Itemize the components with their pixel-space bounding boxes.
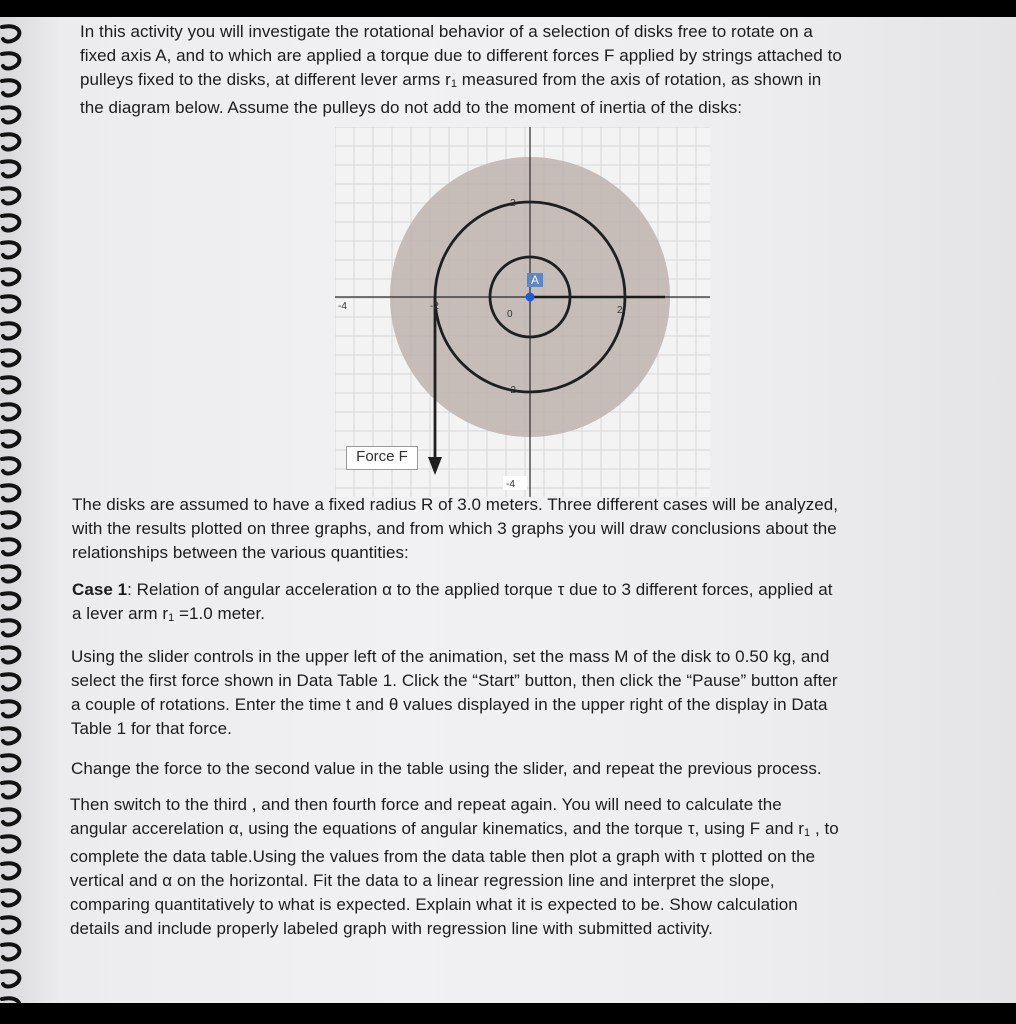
spiral-ring <box>2 377 19 392</box>
spiral-ring <box>2 404 19 419</box>
spiral-ring <box>2 944 19 959</box>
final-paragraph <box>70 793 970 941</box>
spiral-ring <box>2 161 19 176</box>
spiral-ring <box>2 674 19 689</box>
spiral-ring <box>2 512 19 527</box>
spiral-ring <box>2 134 19 149</box>
final-line-4: vertical and α on the horizontal. Fit the data to a linear regression line and interpret the slope, <box>70 871 775 890</box>
spiral-ring <box>2 485 19 500</box>
spiral-ring <box>2 620 19 635</box>
slider-line-3: a couple of rotations. Enter the time t and θ values displayed in the upper right of the display in Data <box>71 695 828 714</box>
final-line-5: comparing quantitatively to what is expected. Explain what it is expected to be. Show calculation <box>70 895 798 914</box>
x-tick-neg2: -2 <box>430 301 439 312</box>
case1-line-1: Case 1: Relation of angular acceleration α to the applied torque τ due to 3 different forces, applied at <box>72 580 833 599</box>
notebook-page <box>0 17 1016 1003</box>
spiral-ring <box>2 809 19 824</box>
spiral-ring <box>2 107 19 122</box>
case1-line-2: a lever arm r1 =1.0 meter. <box>72 604 266 624</box>
spiral-ring <box>2 701 19 716</box>
intro-line-3: pulleys fixed to the disks, at different lever arms r1 measured from the axis of rotation, as shown in <box>80 70 822 90</box>
spiral-ring <box>2 296 19 311</box>
spiral-ring <box>2 242 19 257</box>
intro-line-4: the diagram below. Assume the pulleys do not add to the moment of inertia of the disks: <box>80 98 743 117</box>
case1-paragraph <box>72 578 972 630</box>
spiral-ring <box>2 269 19 284</box>
slider-line-2: select the first force shown in Data Table 1. Click the “Start” button, then click the “Pause” button after <box>71 671 838 690</box>
axis-label: A <box>530 273 540 287</box>
x-tick-2: 2 <box>617 305 623 316</box>
slider-line-4: Table 1 for that force. <box>71 719 232 738</box>
change-line-1: Change the force to the second value in the table using the slider, and repeat the previous process. <box>71 759 822 778</box>
x-tick-neg4: -4 <box>338 301 347 312</box>
spiral-ring <box>2 971 19 986</box>
final-line-6: details and include properly labeled graph with regression line with submitted activity. <box>70 919 713 938</box>
y-tick-neg2: -2 <box>507 385 516 396</box>
spiral-ring <box>2 998 19 1003</box>
spiral-ring <box>2 215 19 230</box>
spiral-ring <box>2 647 19 662</box>
spiral-binding <box>0 17 30 1003</box>
spiral-ring <box>2 53 19 68</box>
spiral-ring <box>2 917 19 932</box>
spiral-ring <box>2 80 19 95</box>
force-label: Force F <box>346 446 418 470</box>
y-tick-2: 2 <box>510 198 516 209</box>
spiral-ring <box>2 566 19 581</box>
radius-paragraph <box>72 493 972 565</box>
change-paragraph <box>71 757 971 781</box>
spiral-ring <box>2 728 19 743</box>
final-line-3: complete the data table.Using the values from the data table then plot a graph with τ plotted on the <box>70 847 816 866</box>
final-line-1: Then switch to the third , and then fourth force and repeat again. You will need to calculate the <box>70 795 782 814</box>
intro-line-2: fixed axis A, and to which are applied a torque due to different forces F applied by strings attached to <box>80 46 842 65</box>
case1-heading: Case 1 <box>72 580 128 599</box>
spiral-ring <box>2 755 19 770</box>
spiral-ring <box>2 323 19 338</box>
spiral-ring <box>2 188 19 203</box>
spiral-ring <box>2 458 19 473</box>
radius-line-1: The disks are assumed to have a fixed radius R of 3.0 meters. Three different cases will be analyzed, <box>72 495 839 514</box>
slider-paragraph <box>71 645 971 741</box>
slider-line-1: Using the slider controls in the upper left of the animation, set the mass M of the disk to 0.50 kg, and <box>71 647 830 666</box>
intro-paragraph <box>80 20 960 120</box>
y-tick-neg4: -4 <box>506 479 515 490</box>
radius-line-3: relationships between the various quantities: <box>72 543 409 562</box>
spiral-ring <box>2 539 19 554</box>
spiral-ring <box>2 26 19 41</box>
axis-point <box>526 293 535 302</box>
spiral-ring <box>2 836 19 851</box>
x-tick-0: 0 <box>507 309 513 320</box>
spiral-ring <box>2 782 19 797</box>
spiral-ring <box>2 431 19 446</box>
spiral-ring <box>2 890 19 905</box>
spiral-ring <box>2 593 19 608</box>
spiral-ring <box>2 350 19 365</box>
intro-line-1: In this activity you will investigate the rotational behavior of a selection of disks free to rotate on a <box>80 22 813 41</box>
final-line-2: angular accerelation α, using the equations of angular kinematics, and the torque τ, using F and r1 , to <box>70 819 839 839</box>
pulley-diagram <box>335 127 710 497</box>
radius-line-2: with the results plotted on three graphs, and from which 3 graphs you will draw conclusions about the <box>72 519 837 538</box>
spiral-ring <box>2 863 19 878</box>
